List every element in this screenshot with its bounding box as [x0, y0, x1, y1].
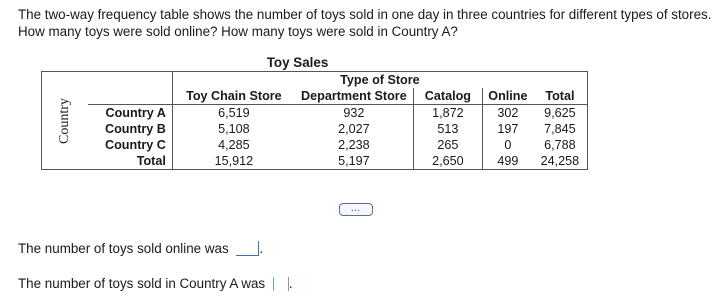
cell-a-total: 9,625	[533, 105, 588, 122]
answer-1-prompt: The number of toys sold online was	[18, 241, 229, 256]
question-text	[18, 6, 718, 40]
table-row	[42, 121, 588, 137]
frequency-table	[41, 71, 588, 170]
col-header-catalog: Catalog	[413, 88, 482, 105]
cell-a-online: 302	[482, 105, 533, 122]
cell-total-department: 5,197	[295, 153, 414, 170]
cell-total-total: 24,258	[533, 153, 588, 170]
cell-c-toy-chain: 4,285	[172, 137, 295, 153]
cell-b-department: 2,027	[338, 122, 370, 136]
col-header-total: Total	[533, 88, 588, 105]
answer-2-input[interactable]	[273, 277, 289, 291]
cell-c-online: 0	[482, 137, 533, 153]
cell-b-toy-chain: 5,108	[172, 121, 295, 137]
cell-c-catalog: 265	[413, 137, 482, 153]
cell-total-catalog: 2,650	[413, 153, 482, 170]
col-header-department: Department Store	[301, 89, 407, 103]
group-header: Type of Store	[172, 72, 587, 89]
cell-c-department: 2,238	[338, 138, 370, 152]
question-line-2: How many toys were sold online? How many toys were sold in Country A?	[18, 24, 458, 39]
row-axis-label: Country	[42, 72, 88, 170]
table-title: Toy Sales	[266, 55, 329, 70]
answer-2-period: .	[288, 276, 293, 291]
table-row-total	[42, 153, 588, 170]
header-spacer	[88, 88, 173, 105]
col-header-online: Online	[482, 88, 533, 105]
table-row	[42, 105, 588, 122]
cell-b-online: 197	[482, 121, 533, 137]
row-label-total: Total	[88, 153, 173, 170]
answer-2-prompt: The number of toys sold in Country A was	[18, 276, 266, 291]
cell-total-online: 499	[482, 153, 533, 170]
cell-total-toy-chain: 15,912	[172, 153, 295, 170]
question-line-1: The two-way frequency table shows the number of toys sold in one day in three countries for different types of stores.	[18, 7, 712, 22]
cell-b-total: 7,845	[533, 121, 588, 137]
cell-a-toy-chain: 6,519	[172, 105, 295, 122]
answer-line-2	[18, 276, 293, 291]
row-label-country-c: Country C	[105, 138, 166, 152]
cell-a-department: 932	[295, 105, 414, 122]
row-label-country-b: Country B	[105, 122, 166, 136]
cell-b-catalog: 513	[413, 121, 482, 137]
answer-line-1	[18, 241, 263, 256]
table-corner	[88, 72, 173, 89]
answer-1-input[interactable]	[236, 241, 259, 256]
table-row	[42, 137, 588, 153]
col-header-toy-chain: Toy Chain Store	[172, 88, 295, 105]
answer-1-period: .	[259, 241, 264, 256]
cell-c-total: 6,788	[533, 137, 588, 153]
more-options-button[interactable]: …	[339, 203, 373, 216]
cell-a-catalog: 1,872	[413, 105, 482, 122]
row-label-country-a: Country A	[88, 105, 173, 122]
